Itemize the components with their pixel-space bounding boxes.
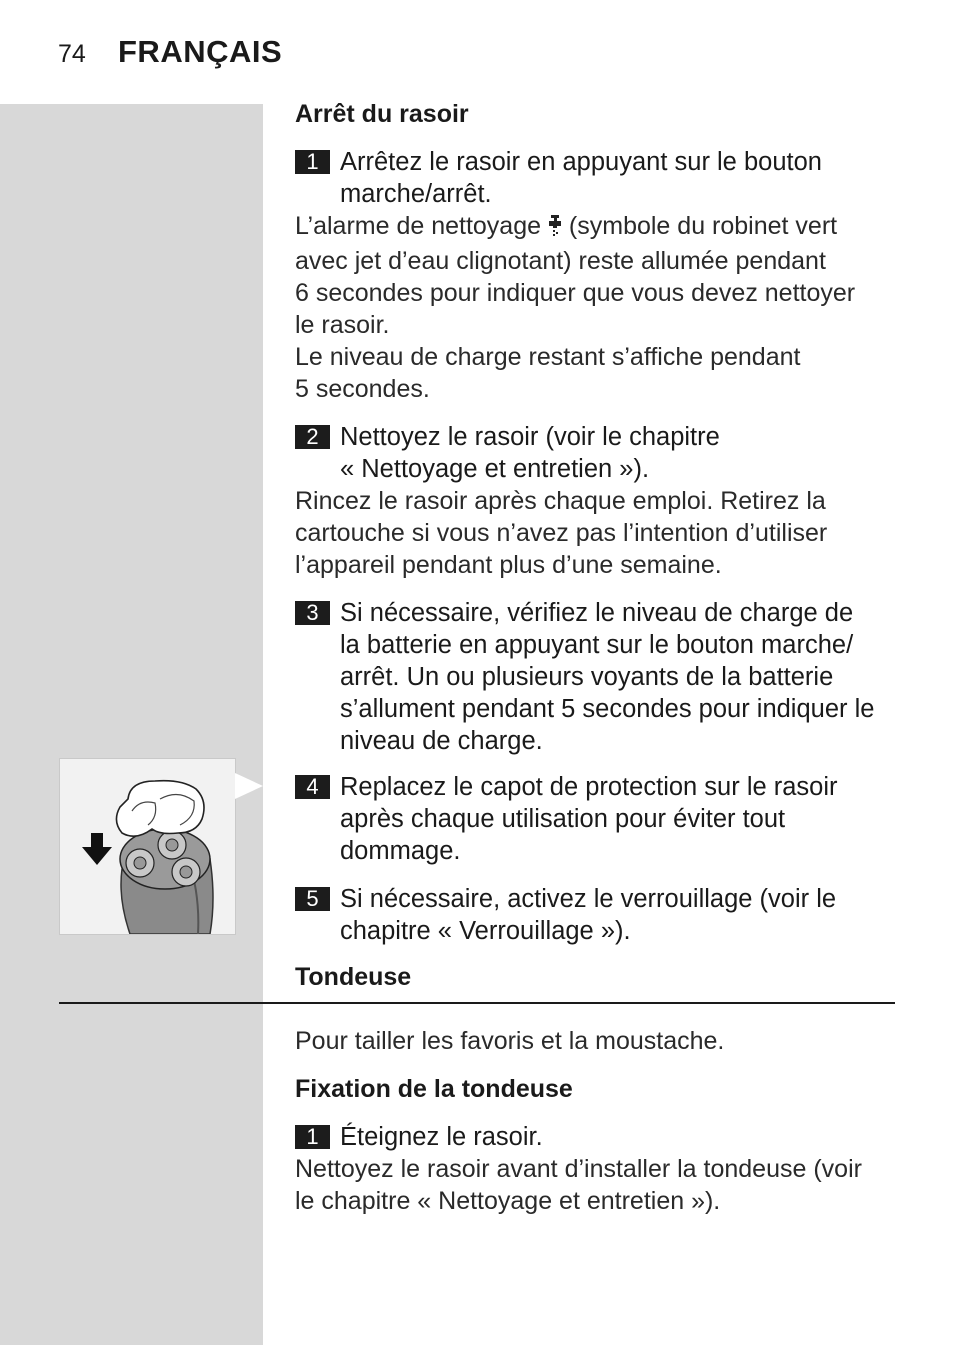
step-text-line: Éteignez le rasoir. (340, 1123, 543, 1151)
step-4-cap (295, 771, 895, 867)
step-text-line: dommage. (340, 837, 461, 865)
section-language-title: FRANÇAIS (118, 34, 283, 69)
step-2-clean (295, 421, 895, 485)
step-text-line: après chaque utilisation pour éviter tout (340, 805, 786, 833)
paragraph-line: Nettoyez le rasoir avant d’installer la tondeuse (voir (295, 1155, 862, 1183)
paragraph-line (295, 210, 895, 245)
step-number: 4 (295, 775, 330, 799)
page-number: 74 (58, 40, 86, 68)
paragraph-line: le chapitre « Nettoyage et entretien »). (295, 1187, 721, 1215)
paragraph-line: 5 secondes. (295, 375, 430, 403)
paragraph-rinse (295, 485, 895, 581)
step-text-line: Si nécessaire, vérifiez le niveau de charge de (340, 599, 854, 627)
step-text-line: chapitre « Verrouillage »). (340, 917, 631, 945)
section-divider (59, 1002, 895, 1004)
step-5-lock (295, 883, 895, 947)
step-text-line: Replacez le capot de protection sur le rasoir (340, 773, 838, 801)
paragraph-line: avec jet d’eau clignotant) reste allumée pendant (295, 247, 826, 275)
step-text-line: arrêt. Un ou plusieurs voyants de la batterie (340, 663, 834, 691)
step-1-stop (295, 146, 895, 210)
step-number: 2 (295, 425, 330, 449)
tap-icon (548, 213, 562, 245)
paragraph-text: L’alarme de nettoyage (295, 212, 542, 240)
step-number: 1 (295, 150, 330, 174)
arrow-down-icon (82, 833, 112, 867)
paragraph-cleaning-alarm (295, 210, 895, 341)
step-text-line: la batterie en appuyant sur le bouton marche/ (340, 631, 854, 659)
heading-stop-shaver: Arrêt du rasoir (295, 100, 469, 128)
step-text-line: niveau de charge. (340, 727, 543, 755)
paragraph-line: Rincez le rasoir après chaque emploi. Retirez la (295, 487, 826, 515)
heading-trimmer: Tondeuse (295, 963, 412, 991)
step-1-switch-off (295, 1121, 895, 1153)
step-text-line: Arrêtez le rasoir en appuyant sur le bouton (340, 148, 822, 176)
left-margin-panel (0, 104, 263, 1345)
paragraph-line: cartouche si vous n’avez pas l’intention d’utiliser (295, 519, 828, 547)
paragraph-text: (symbole du robinet vert (568, 212, 838, 240)
heading-attach-trimmer: Fixation de la tondeuse (295, 1075, 573, 1103)
step-number: 5 (295, 887, 330, 911)
step-number: 3 (295, 601, 330, 625)
paragraph-line: Le niveau de charge restant s’affiche pendant (295, 343, 801, 371)
paragraph-line: l’appareil pendant plus d’une semaine. (295, 551, 722, 579)
figure-pointer (235, 773, 263, 799)
paragraph-line: le rasoir. (295, 311, 390, 339)
step-text-line: Si nécessaire, activez le verrouillage (voir le (340, 885, 837, 913)
paragraph-charge-level (295, 341, 895, 405)
step-number: 1 (295, 1125, 330, 1149)
step-3-battery-check (295, 597, 895, 757)
step-text-line: Nettoyez le rasoir (voir le chapitre (340, 423, 720, 451)
step-text-line: « Nettoyage et entretien »). (340, 455, 650, 483)
step-text-line: marche/arrêt. (340, 180, 492, 208)
paragraph-line: 6 secondes pour indiquer que vous devez nettoyer (295, 279, 856, 307)
main-content (295, 98, 895, 1217)
step-text-line: s’allument pendant 5 secondes pour indiquer le (340, 695, 875, 723)
paragraph-clean-before (295, 1153, 895, 1217)
shaver-cap-illustration (59, 758, 236, 935)
paragraph-trimmer-use: Pour tailler les favoris et la moustache. (295, 1027, 725, 1055)
